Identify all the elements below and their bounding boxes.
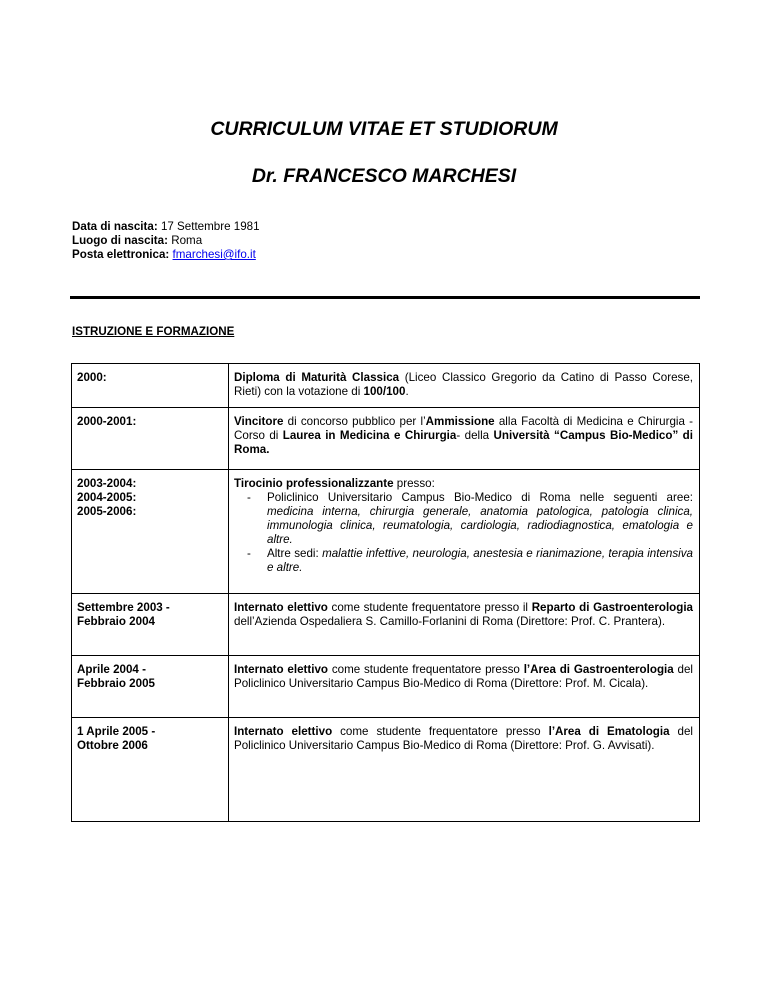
birth-place-label: Luogo di nascita: (72, 234, 168, 247)
birth-date-line (72, 220, 260, 234)
table-row (72, 594, 700, 656)
row-description: Internato elettivo come studente frequentatore presso l’Area di Gastroenterologia del Policlinico Universitario Campus Bio-Medico di Roma (Direttore: Prof. M. Cicala). (229, 656, 700, 718)
row-date: Aprile 2004 - Febbraio 2005 (72, 656, 229, 718)
birth-place-line (72, 234, 260, 248)
table-row (72, 656, 700, 718)
list-item: - Altre sedi: malattie infettive, neurologia, anestesia e rianimazione, terapia intensiva e altre. (267, 547, 693, 575)
row-description: Internato elettivo come studente frequentatore presso l’Area di Ematologia del Policlinico Universitario Campus Bio-Medico di Roma (Direttore: Prof. G. Avvisati). (229, 718, 700, 822)
row-date: 2000: (72, 364, 229, 408)
birth-date-label: Data di nascita: (72, 220, 158, 233)
row-description: Vincitore di concorso pubblico per l’Ammissione alla Facoltà di Medicina e Chirurgia -Corso di Laurea in Medicina e Chirurgia- della Università “Campus Bio-Medico” di Roma. (229, 408, 700, 470)
personal-info (72, 220, 260, 262)
list-item: - Policlinico Universitario Campus Bio-Medico di Roma nelle seguenti aree: medicina interna, chirurgia generale, anatomia patologica, patologia clinica, immunologia clinica, reumatologia, cardiologia, radiodiagnostica, ematologia e altre. (267, 491, 693, 547)
birth-date: 17 Settembre 1981 (160, 220, 260, 233)
row-date: 2003-2004: 2004-2005: 2005-2006: (72, 470, 229, 594)
document-title: CURRICULUM VITAE ET STUDIORUM (210, 118, 558, 140)
row-date: 1 Aprile 2005 - Ottobre 2006 (72, 718, 229, 822)
birth-place: Roma (171, 234, 203, 247)
email-label: Posta elettronica: (72, 248, 170, 261)
email-line (72, 248, 260, 262)
table-row (72, 470, 700, 594)
table-row (72, 408, 700, 470)
person-name: Dr. FRANCESCO MARCHESI (251, 165, 517, 187)
row-date: Settembre 2003 - Febbraio 2004 (72, 594, 229, 656)
section-title: ISTRUZIONE E FORMAZIONE (72, 325, 235, 338)
internship-list (234, 491, 693, 575)
table-row (72, 718, 700, 822)
row-description: Internato elettivo come studente frequentatore presso il Reparto di Gastroenterologia dell’Azienda Ospedaliera S. Camillo-Forlanini di Roma (Direttore: Prof. C. Prantera). (229, 594, 700, 656)
row-description: Diploma di Maturità Classica (Liceo Classico Gregorio da Catino di Passo Corese, Rieti) con la votazione di 100/100. (229, 364, 700, 408)
row-description: Tirocinio professionalizzante presso: - Policlinico Universitario Campus Bio-Medico di Roma nelle seguenti aree: medicina interna, chirurgia generale, anatomia patologica, patologia clinica, immunologia clinica, reumatologia, cardiologia, radiodiagnostica, ematologia e altre. - Altre sedi: malattie infettive, neurologia, anestesia e rianimazione, terapia intensiva e altre. (229, 470, 700, 594)
row-date: 2000-2001: (72, 408, 229, 470)
email-link[interactable]: fmarchesi@ifo.it (172, 248, 256, 261)
education-table (71, 363, 700, 822)
horizontal-rule (70, 296, 700, 299)
table-row (72, 364, 700, 408)
